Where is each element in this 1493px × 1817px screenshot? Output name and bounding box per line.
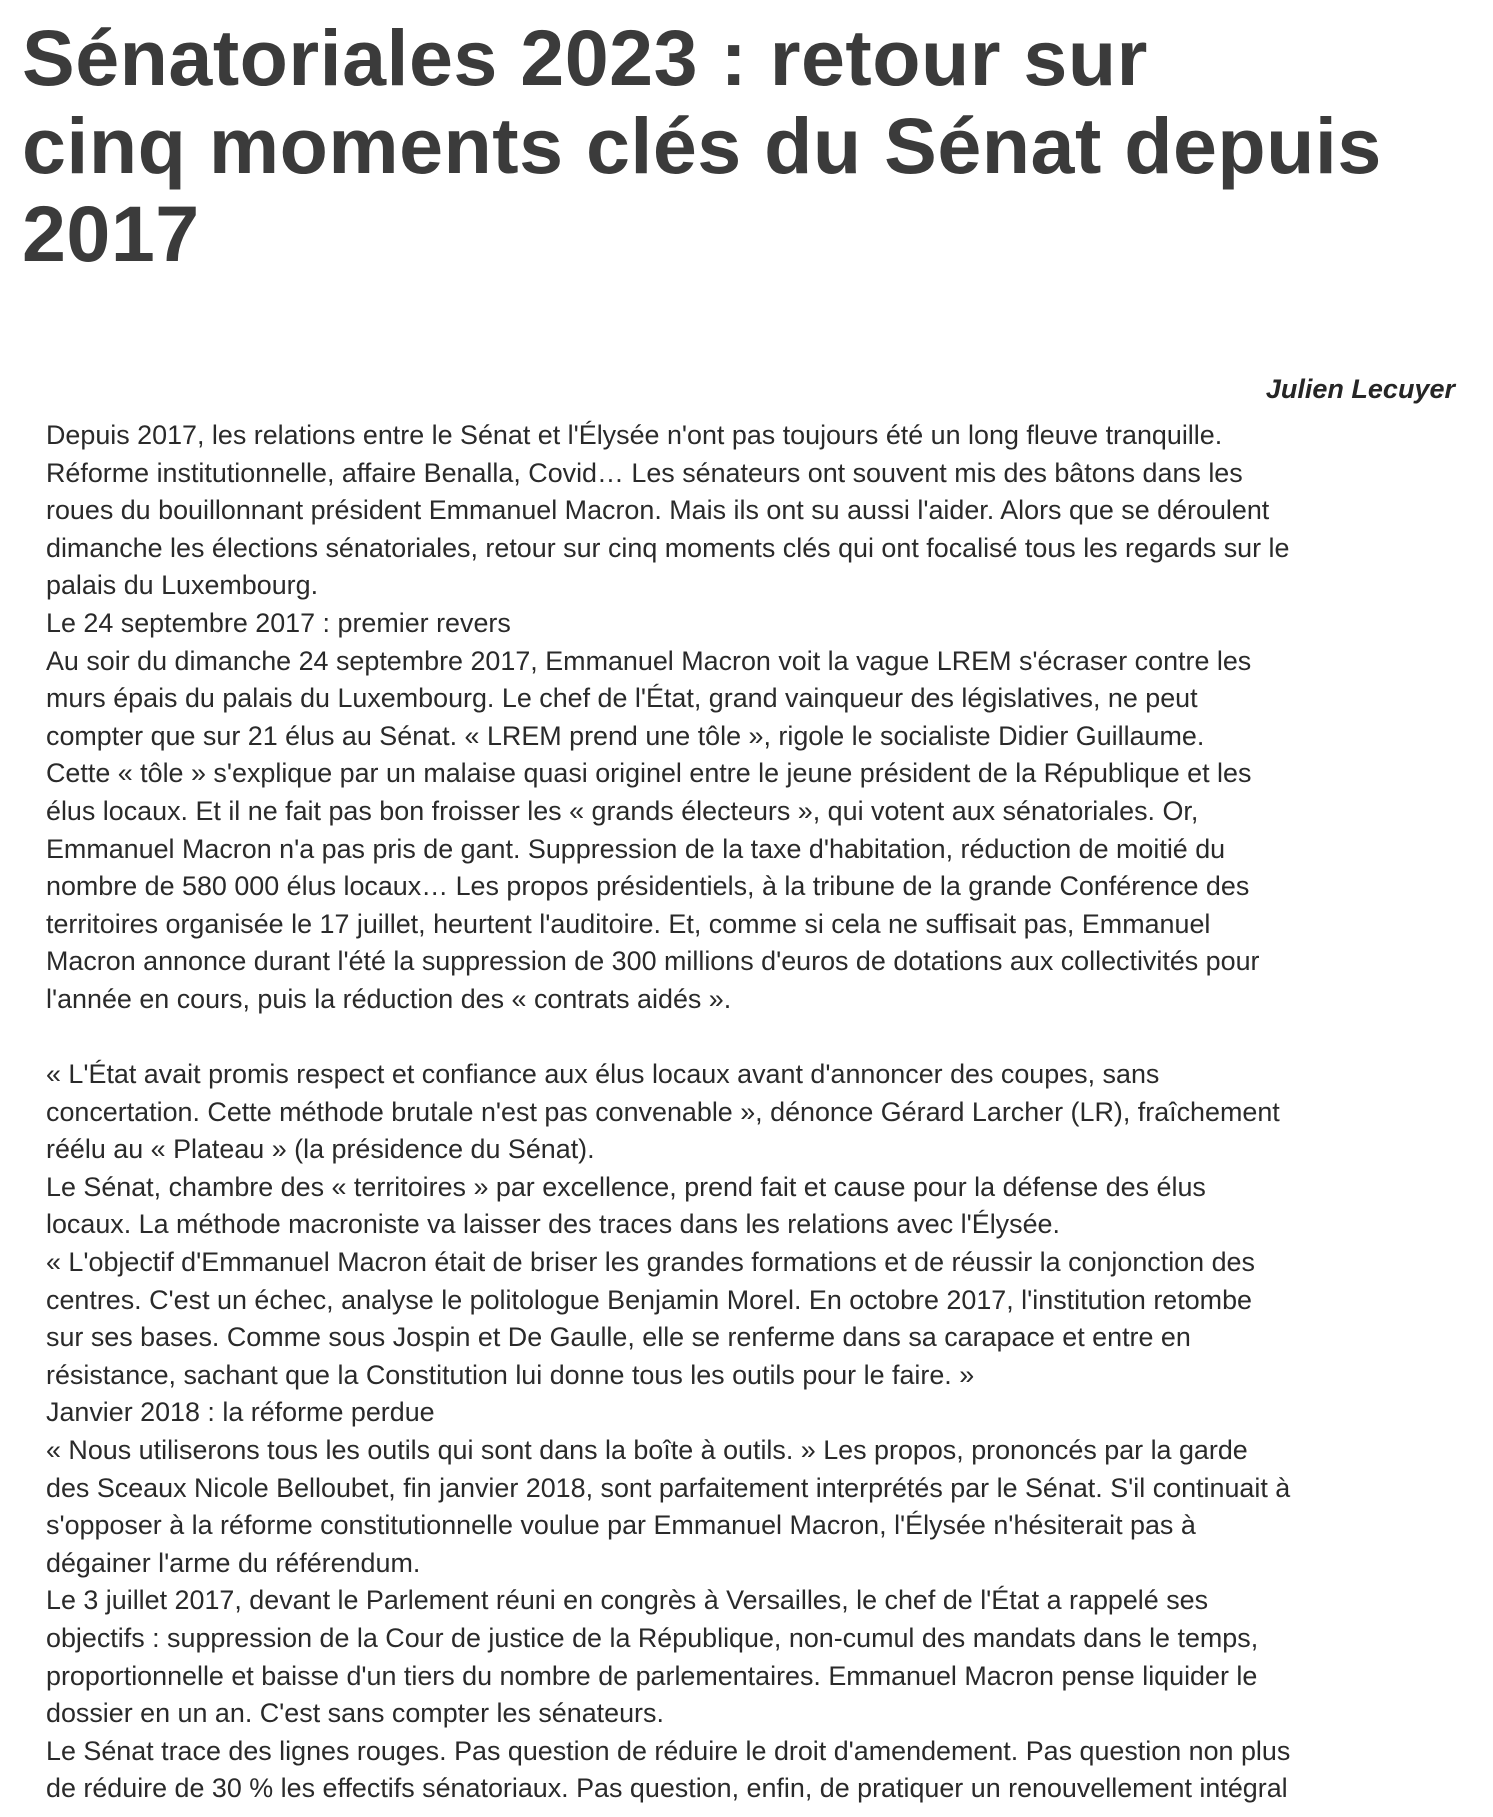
body-line: Le 24 septembre 2017 : premier revers (46, 606, 511, 638)
body-line: roues du bouillonnant président Emmanuel Macron. Mais ils ont su aussi l'aider. Alors que se déroulent (46, 494, 1270, 526)
body-line: « Nous utiliserons tous les outils qui sont dans la boîte à outils. » Les propos, prononcés par la garde (46, 1434, 1248, 1466)
title-line: cinq moments clés du Sénat depuis (22, 101, 1382, 190)
body-line: « L'État avait promis respect et confiance aux élus locaux avant d'annoncer des coupes, sans (46, 1058, 1160, 1090)
article-body (46, 416, 1466, 1807)
body-line: sur ses bases. Comme sous Jospin et De Gaulle, elle se renferme dans sa carapace et entre en (46, 1321, 1191, 1353)
body-line: territoires organisée le 17 juillet, heurtent l'auditoire. Et, comme si cela ne suffisait pas, Emmanuel (46, 907, 1211, 939)
body-line: de réduire de 30 % les effectifs sénatoriaux. Pas question, enfin, de pratiquer un renouvellement intégral (46, 1772, 1288, 1804)
body-line: dégainer l'arme du référendum. (46, 1546, 421, 1578)
title-line: Sénatoriales 2023 : retour sur (22, 13, 1148, 102)
body-line: concertation. Cette méthode brutale n'est pas convenable », dénonce Gérard Larcher (LR), fraîchement (46, 1095, 1280, 1127)
body-line: Emmanuel Macron n'a pas pris de gant. Suppression de la taxe d'habitation, réduction de moitié du (46, 832, 1226, 864)
body-line: élus locaux. Et il ne fait pas bon froisser les « grands électeurs », qui votent aux sénatoriales. Or, (46, 794, 1199, 826)
body-line: Depuis 2017, les relations entre le Sénat et l'Élysée n'ont pas toujours été un long fleuve tranquille. (46, 419, 1223, 450)
body-line: résistance, sachant que la Constitution lui donne tous les outils pour le faire. » (46, 1358, 975, 1390)
title-line: 2017 (22, 189, 200, 278)
body-line: Le Sénat, chambre des « territoires » par excellence, prend fait et cause pour la défense des élus (46, 1170, 1206, 1202)
body-line: Le Sénat trace des lignes rouges. Pas question de réduire le droit d'amendement. Pas question non plus (46, 1734, 1291, 1766)
body-line: s'opposer à la réforme constitutionnelle voulue par Emmanuel Macron, l'Élysée n'hésiterait pas à (46, 1509, 1196, 1541)
body-line: Janvier 2018 : la réforme perdue (46, 1396, 435, 1428)
article-title (22, 14, 1462, 278)
body-line: Réforme institutionnelle, affaire Benalla, Covid… Les sénateurs ont souvent mis des bâtons dans les (46, 456, 1243, 488)
body-line: proportionnelle et baisse d'un tiers du nombre de parlementaires. Emmanuel Macron pense liquider le (46, 1659, 1258, 1691)
body-line: locaux. La méthode macroniste va laisser des traces dans les relations avec l'Élysée. (46, 1208, 1060, 1240)
body-line: réélu au « Plateau » (la présidence du Sénat). (46, 1133, 595, 1165)
body-line: centres. C'est un échec, analyse le politologue Benjamin Morel. En octobre 2017, l'institution retombe (46, 1283, 1252, 1315)
body-line: Le 3 juillet 2017, devant le Parlement réuni en congrès à Versailles, le chef de l'État a rappelé ses (46, 1584, 1209, 1616)
body-line: dossier en un an. C'est sans compter les sénateurs. (46, 1697, 664, 1729)
body-line: Cette « tôle » s'explique par un malaise quasi originel entre le jeune président de la République et les (46, 757, 1252, 789)
body-line: Macron annonce durant l'été la suppression de 300 millions d'euros de dotations aux collectivités pour (46, 945, 1260, 977)
body-line: l'année en cours, puis la réduction des « contrats aidés ». (46, 982, 732, 1014)
body-line: palais du Luxembourg. (46, 569, 319, 601)
paragraph-gap (46, 1018, 1450, 1056)
body-line: Au soir du dimanche 24 septembre 2017, Emmanuel Macron voit la vague LREM s'écraser contre les (46, 644, 1252, 676)
author-name: Julien Lecuyer (1265, 374, 1455, 404)
body-line: « L'objectif d'Emmanuel Macron était de briser les grandes formations et de réussir la conjonction des (46, 1246, 1255, 1278)
body-line: des Sceaux Nicole Belloubet, fin janvier 2018, sont parfaitement interprétés par le Sénat. S'il continuait à (46, 1471, 1291, 1503)
body-line: nombre de 580 000 élus locaux… Les propos présidentiels, à la tribune de la grande Conférence des (46, 870, 1250, 902)
body-line: murs épais du palais du Luxembourg. Le chef de l'État, grand vainqueur des législatives, ne peut (46, 682, 1198, 714)
body-line: objectifs : suppression de la Cour de justice de la République, non-cumul des mandats dans le temps, (46, 1622, 1259, 1653)
body-line: dimanche les élections sénatoriales, retour sur cinq moments clés qui ont focalisé tous les regards sur le (46, 531, 1290, 563)
body-line: compter que sur 21 élus au Sénat. « LREM prend une tôle », rigole le socialiste Didier Guillaume. (46, 719, 1205, 751)
